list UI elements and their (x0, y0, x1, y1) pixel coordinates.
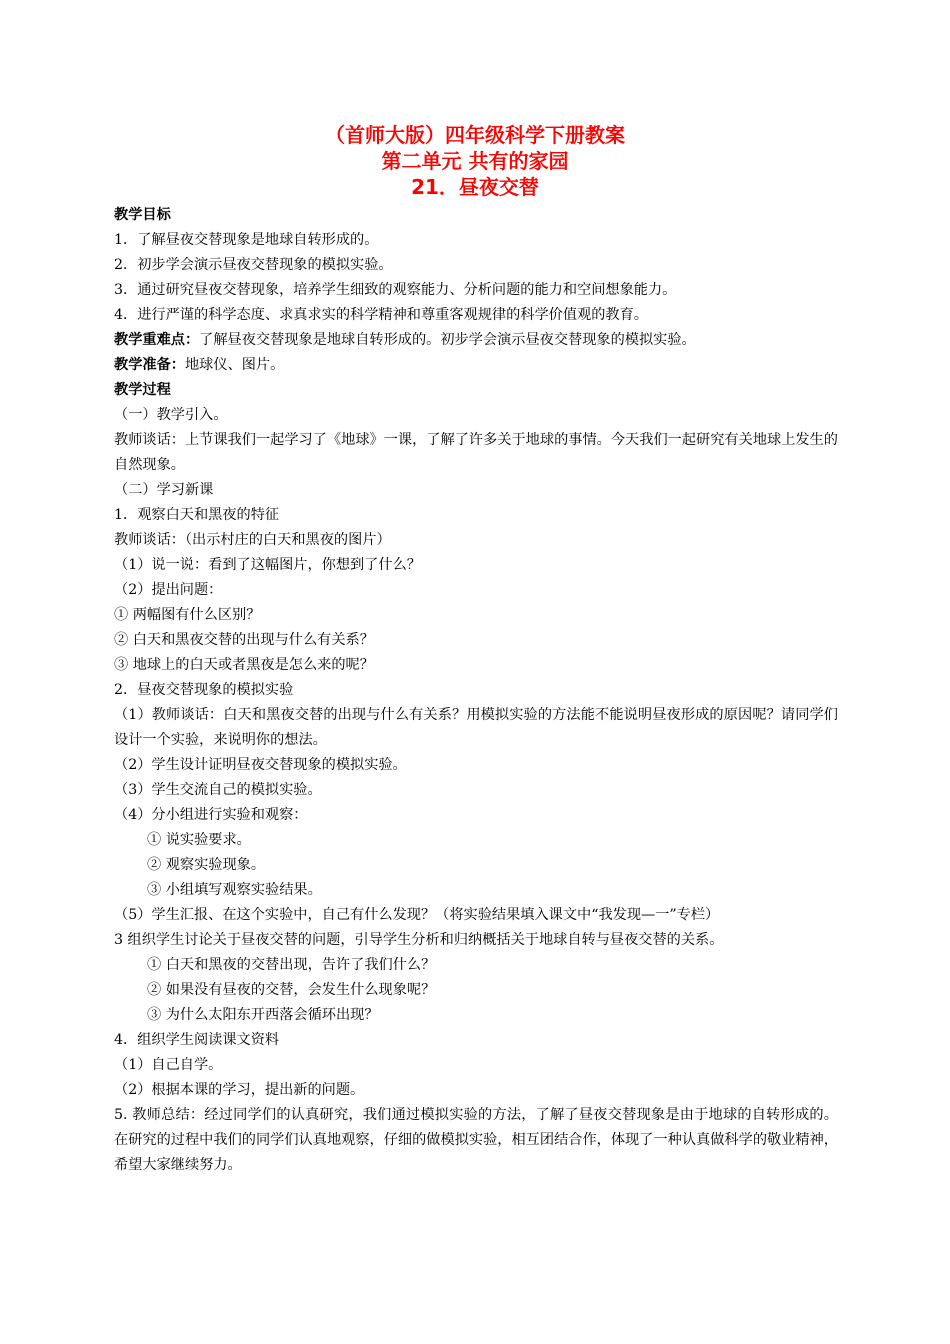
process-line: 教师谈话：上节课我们一起学习了《地球》一课，了解了许多关于地球的事情。今天我们一起研究有关地球上发生的自然现象。 (114, 432, 838, 473)
key-points-label: 教学重难点： (114, 332, 200, 348)
preparation (114, 353, 838, 378)
objective-item: 2．初步学会演示昼夜交替现象的模拟实验。 (114, 257, 393, 273)
process-line: （2）根据本课的学习，提出新的问题。 (114, 1082, 365, 1098)
objectives-heading: 教学目标 (114, 207, 171, 223)
process-line: ① 两幅图有什么区别？ (114, 607, 261, 623)
key-points-text: 了解昼夜交替现象是地球自转形成的。初步学会演示昼夜交替现象的模拟实验。 (199, 332, 696, 348)
process-line: ③ 为什么太阳东开西落会循环出现？ (147, 1007, 379, 1023)
document-title: （首师大版）四年级科学下册教案 (325, 123, 625, 147)
process-line: ③ 地球上的白天或者黑夜是怎么来的呢？ (114, 657, 374, 673)
process-line: （5）学生汇报、在这个实验中，自己有什么发现？（将实验结果填入课文中“我发现—一”专栏） (114, 907, 720, 923)
unit-title: 第二单元 共有的家园 (381, 149, 569, 173)
process-line: 教师谈话：（出示村庄的白天和黑夜的图片） (114, 532, 391, 548)
process-line: （1）说一说：看到了这幅图片，你想到了什么？ (114, 557, 421, 573)
process-line: （2）提出问题： (114, 582, 223, 598)
process-line: （3）学生交流自己的模拟实验。 (114, 782, 322, 798)
process-line: （2）学生设计证明昼夜交替现象的模拟实验。 (114, 757, 407, 773)
document-body (114, 203, 838, 1178)
process-line: 2．昼夜交替现象的模拟实验 (114, 682, 294, 698)
process-line: ② 观察实验现象。 (147, 857, 266, 873)
lesson-title: 21．昼夜交替 (411, 175, 539, 199)
process-line: 4．组织学生阅读课文资料 (114, 1032, 280, 1048)
process-line: （1）自己自学。 (114, 1057, 223, 1073)
preparation-text: 地球仪、图片。 (184, 357, 285, 373)
objective-item: 3．通过研究昼夜交替现象，培养学生细致的观察能力、分析问题的能力和空间想象能力。 (114, 282, 677, 298)
objective-item: 1．了解昼夜交替现象是地球自转形成的。 (114, 232, 379, 248)
process-line: ② 如果没有昼夜的交替，会发生什么现象呢？ (147, 982, 436, 998)
process-line: （二）学习新课 (114, 482, 214, 498)
process-line: （一）教学引入。 (114, 407, 228, 423)
process-line: ③ 小组填写观察实验结果。 (147, 882, 322, 898)
key-points (114, 328, 838, 353)
process-line: ① 白天和黑夜的交替出现，告许了我们什么？ (147, 957, 436, 973)
process-heading: 教学过程 (114, 382, 171, 398)
process-line: 5. 教师总结：经过同学们的认真研究，我们通过模拟实验的方法，了解了昼夜交替现象是由于地球的自转形成的。在研究的过程中我们的同学们认真地观察，仔细的做模拟实验，相互团结合作，体现了一种认真做科学的敬业精神，希望大家继续努力。 (114, 1107, 838, 1173)
title-block (0, 122, 950, 200)
process-line: ① 说实验要求。 (147, 832, 251, 848)
process-line: ② 白天和黑夜交替的出现与什么有关系？ (114, 632, 374, 648)
process-line: （4）分小组进行实验和观察： (114, 807, 308, 823)
preparation-label: 教学准备： (114, 357, 185, 373)
process-line: 1．观察白天和黑夜的特征 (114, 507, 280, 523)
process-line: 3 组织学生讨论关于昼夜交替的问题，引导学生分析和归纳概括关于地球自转与昼夜交替的关系。 (114, 932, 724, 948)
objective-item: 4．进行严谨的科学态度、求真求实的科学精神和尊重客观规律的科学价值观的教育。 (114, 307, 648, 323)
process-line: （1）教师谈话：白天和黑夜交替的出现与什么有关系？用模拟实验的方法能不能说明昼夜形成的原因呢？请同学们设计一个实验，来说明你的想法。 (114, 707, 838, 748)
